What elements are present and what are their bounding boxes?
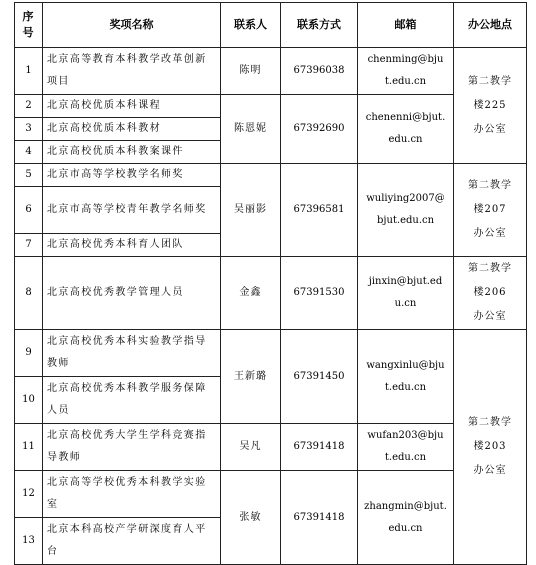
award-name: 北京高校优秀本科育人团队	[43, 234, 221, 257]
email-link[interactable]: chenming@bjut.edu.cn	[358, 48, 454, 95]
award-name: 北京高校优质本科教案课件	[43, 141, 221, 164]
award-name: 北京高等教育本科教学改革创新项目	[43, 48, 221, 95]
award-name: 北京高校优秀教学管理人员	[43, 257, 221, 330]
email-link[interactable]: wuliying2007@bjut.edu.cn	[358, 164, 454, 257]
award-name: 北京高等学校优秀本科教学实验室	[43, 471, 221, 518]
contact-person: 张敏	[221, 471, 281, 565]
email-link[interactable]: jinxin@bjut.edu.cn	[358, 257, 454, 330]
header-row	[15, 3, 527, 48]
table-row	[15, 164, 527, 187]
office-location: 第二教学楼206办公室	[454, 257, 527, 330]
contact-person: 陈恩妮	[221, 95, 281, 164]
award-contact-table	[14, 2, 527, 565]
phone-number: 67392690	[281, 95, 358, 164]
office-location: 第二教学楼207办公室	[454, 164, 527, 257]
row-number: 4	[15, 141, 43, 164]
row-number: 2	[15, 95, 43, 118]
row-number: 8	[15, 257, 43, 330]
award-name: 北京高校优秀本科教学服务保障人员	[43, 377, 221, 424]
table-row	[15, 424, 527, 471]
email-link[interactable]: wangxinlu@bjut.edu.cn	[358, 330, 454, 424]
contact-person: 金鑫	[221, 257, 281, 330]
row-number: 11	[15, 424, 43, 471]
email-link[interactable]: zhangmin@bjut.edu.cn	[358, 471, 454, 565]
contact-person: 吴丽影	[221, 164, 281, 257]
phone-number: 67396581	[281, 164, 358, 257]
contact-person: 吴凡	[221, 424, 281, 471]
table-row	[15, 48, 527, 95]
row-number: 1	[15, 48, 43, 95]
phone-number: 67391418	[281, 424, 358, 471]
office-location: 第二教学楼225办公室	[454, 48, 527, 164]
award-name: 北京本科高校产学研深度育人平台	[43, 518, 221, 565]
row-number: 9	[15, 330, 43, 377]
phone-number: 67391418	[281, 471, 358, 565]
award-name: 北京市高等学校青年教学名师奖	[43, 187, 221, 234]
row-number: 3	[15, 118, 43, 141]
phone-number: 67396038	[281, 48, 358, 95]
row-number: 13	[15, 518, 43, 565]
table-row	[15, 95, 527, 118]
row-number: 12	[15, 471, 43, 518]
award-name: 北京高校优秀大学生学科竞赛指导教师	[43, 424, 221, 471]
table-row	[15, 257, 527, 330]
row-number: 7	[15, 234, 43, 257]
header-email: 邮箱	[358, 3, 454, 48]
header-seq: 序号	[15, 3, 43, 48]
row-number: 10	[15, 377, 43, 424]
table-row	[15, 330, 527, 377]
table-row	[15, 471, 527, 518]
office-location: 第二教学楼203办公室	[454, 330, 527, 565]
header-phone: 联系方式	[281, 3, 358, 48]
email-link[interactable]: wufan203@bjut.edu.cn	[358, 424, 454, 471]
phone-number: 67391530	[281, 257, 358, 330]
header-office: 办公地点	[454, 3, 527, 48]
award-name: 北京高校优秀本科实验教学指导教师	[43, 330, 221, 377]
row-number: 6	[15, 187, 43, 234]
award-name: 北京市高等学校教学名师奖	[43, 164, 221, 187]
contact-person: 陈明	[221, 48, 281, 95]
award-name: 北京高校优质本科教材	[43, 118, 221, 141]
row-number: 5	[15, 164, 43, 187]
header-contact: 联系人	[221, 3, 281, 48]
phone-number: 67391450	[281, 330, 358, 424]
email-link[interactable]: chenenni@bjut.edu.cn	[358, 95, 454, 164]
contact-person: 王新璐	[221, 330, 281, 424]
award-name: 北京高校优质本科课程	[43, 95, 221, 118]
header-award: 奖项名称	[43, 3, 221, 48]
